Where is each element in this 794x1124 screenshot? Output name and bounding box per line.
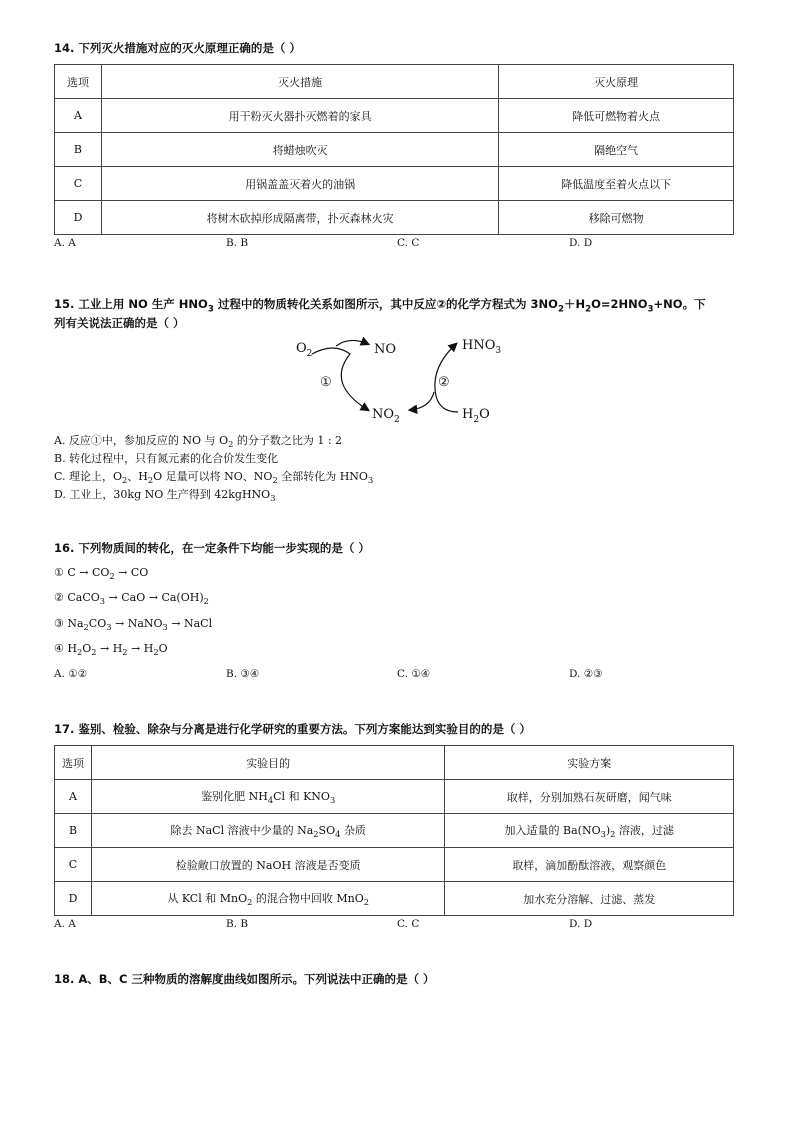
- q15-option-b[interactable]: B. 转化过程中，只有氮元素的化合价发生变化: [54, 452, 279, 465]
- table-row: [55, 133, 734, 167]
- q14-option-c[interactable]: C. C: [397, 237, 420, 249]
- q16-option-a[interactable]: A. ①②: [54, 668, 88, 680]
- table-header: 实验目的: [91, 746, 444, 780]
- table-cell: 移除可燃物: [499, 201, 734, 235]
- q15-option-c[interactable]: C. 理论上，$O_2$、$H_2O$ 足量可以将 NO、$NO_2$ 全部转化为 $HNO_3$: [54, 470, 374, 486]
- table-cell: C: [55, 167, 102, 201]
- q16-item-3: ③ $Na_2CO_3$ → NaNO$_3$ → NaCl: [54, 617, 213, 633]
- table-header-row: [55, 65, 734, 99]
- table-header: 实验方案: [445, 746, 734, 780]
- table-header-row: [55, 746, 734, 780]
- table-row: [55, 201, 734, 235]
- q17-table: [54, 745, 734, 916]
- q16-item-4: ④ $H_2O_2 \to H_2 \to H_2O$: [54, 642, 168, 658]
- q14-option-d[interactable]: D. D: [569, 237, 593, 249]
- table-header: 选项: [55, 65, 102, 99]
- q16-item-2: ② CaCO$_3$ → CaO → $Ca(OH)_2$: [54, 591, 209, 607]
- table-cell: 加水充分溶解、过滤、蒸发: [445, 882, 734, 916]
- q16-item-1: ① $C \to CO_2$ → CO: [54, 566, 149, 582]
- table-cell: 检验敞口放置的 NaOH 溶液是否变质: [91, 848, 444, 882]
- q14-option-a[interactable]: A. A: [54, 237, 76, 249]
- q17-title: 17. 鉴别、检验、除杂与分离是进行化学研究的重要方法。下列方案能达到实验目的的是（ ）: [54, 722, 531, 736]
- table-cell: 将蜡烛吹灭: [101, 133, 498, 167]
- q18-title: 18. A、B、C 三种物质的溶解度曲线如图所示。下列说法中正确的是（ ）: [54, 972, 435, 986]
- q16-option-d[interactable]: D. ②③: [569, 668, 603, 680]
- table-header: 灭火措施: [101, 65, 498, 99]
- table-header: 灭火原理: [499, 65, 734, 99]
- table-cell: 加入适量的 $Ba(NO_3)_2$ 溶液，过滤: [445, 814, 734, 848]
- table-cell: 取样，滴加酚酞溶液，观察颜色: [445, 848, 734, 882]
- q14-table: [54, 64, 734, 235]
- table-row: [55, 99, 734, 133]
- table-cell: B: [55, 133, 102, 167]
- diagram-label-h2o: $H_2O$: [462, 407, 490, 424]
- q14-title: 14. 下列灭火措施对应的灭火原理正确的是（ ）: [54, 41, 301, 55]
- table-cell: B: [55, 814, 92, 848]
- table-cell: 降低温度至着火点以下: [499, 167, 734, 201]
- diagram-label-reaction-2: ②: [438, 375, 450, 390]
- diagram-arrow-top-left: [336, 340, 368, 346]
- q15-conversion-diagram: [290, 332, 520, 424]
- q15-title-line1: 15. 工业上用 NO 生产 $HNO_3$ 过程中的物质转化关系如图所示，其中反应②的化学方程式为 $3NO_2+H_2O=2HNO_3+NO$。下: [54, 297, 706, 315]
- table-cell: 用锅盖盖灭着火的油锅: [101, 167, 498, 201]
- table-cell: 取样，分别加熟石灰研磨，闻气味: [445, 780, 734, 814]
- table-cell: 隔绝空气: [499, 133, 734, 167]
- table-cell: 用干粉灭火器扑灭燃着的家具: [101, 99, 498, 133]
- table-cell: 将树木砍掉形成隔离带，扑灭森林火灾: [101, 201, 498, 235]
- table-cell: D: [55, 201, 102, 235]
- q17-option-b[interactable]: B. B: [226, 918, 249, 930]
- q17-option-c[interactable]: C. C: [397, 918, 420, 930]
- table-row: [55, 167, 734, 201]
- q15-option-d[interactable]: D. 工业上，30kg NO 生产得到 42kgHNO$_3$: [54, 488, 276, 504]
- diagram-arrow-bottom-right: [410, 392, 434, 410]
- q16-option-c[interactable]: C. ①④: [397, 668, 431, 680]
- table-cell: 除去 NaCl 溶液中少量的 $Na_2SO_4$ 杂质: [91, 814, 444, 848]
- q16-option-b[interactable]: B. ③④: [226, 668, 260, 680]
- table-row: [55, 882, 734, 916]
- table-cell: 鉴别化肥 $NH_4Cl$ 和 $KNO_3$: [91, 780, 444, 814]
- diagram-label-reaction-1: ①: [320, 375, 332, 390]
- q17-option-d[interactable]: D. D: [569, 918, 593, 930]
- q15-option-a[interactable]: A. 反应①中，参加反应的 NO 与 $O_2$ 的分子数之比为 1 : 2: [54, 434, 343, 450]
- table-row: [55, 814, 734, 848]
- table-cell: D: [55, 882, 92, 916]
- table-row: [55, 848, 734, 882]
- diagram-label-no2: $NO_2$: [372, 407, 400, 424]
- diagram-label-no: NO: [374, 342, 397, 357]
- table-cell: C: [55, 848, 92, 882]
- q16-title: 16. 下列物质间的转化，在一定条件下均能一步实现的是（ ）: [54, 541, 370, 555]
- table-cell: 降低可燃物着火点: [499, 99, 734, 133]
- table-header: 选项: [55, 746, 92, 780]
- table-row: [55, 780, 734, 814]
- q14-option-b[interactable]: B. B: [226, 237, 249, 249]
- q17-option-a[interactable]: A. A: [54, 918, 76, 930]
- diagram-label-hno3: $HNO_3$: [462, 338, 502, 356]
- table-cell: A: [55, 780, 92, 814]
- q15-title-line2: 列有关说法正确的是（ ）: [54, 316, 185, 330]
- table-cell: A: [55, 99, 102, 133]
- table-cell: 从 KCl 和 MnO$_2$ 的混合物中回收 MnO$_2$: [91, 882, 444, 916]
- diagram-label-o2: $O_2$: [296, 341, 313, 359]
